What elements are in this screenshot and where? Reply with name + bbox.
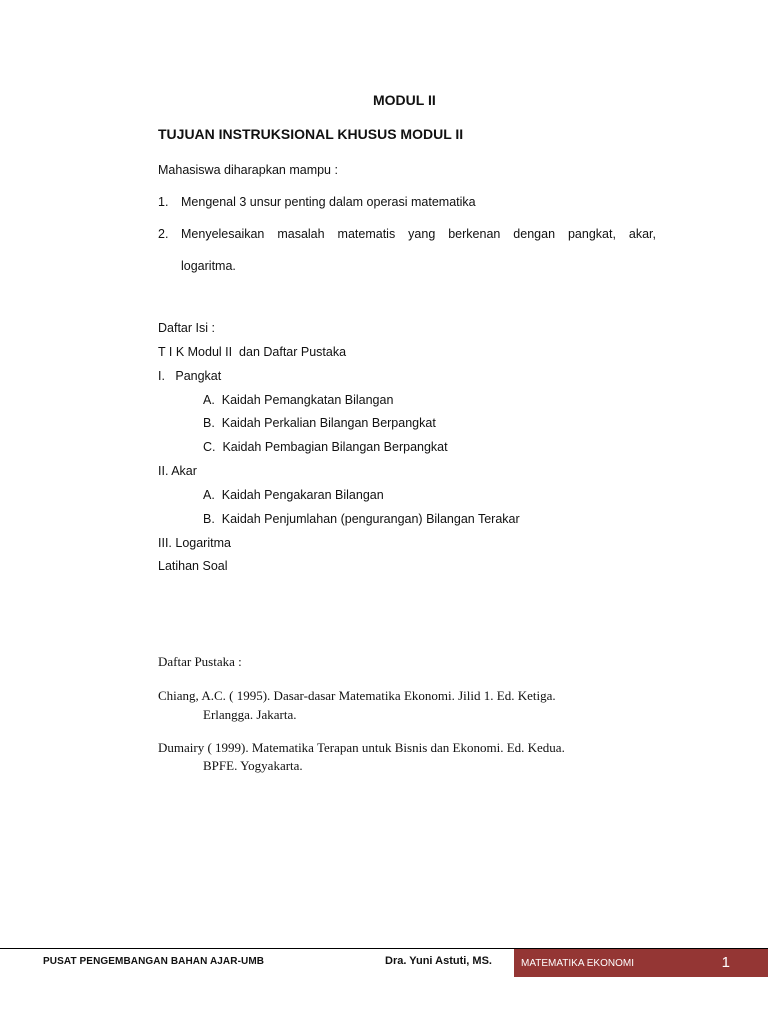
objective-text-2-line1: Menyelesaikan masalah matematis yang berkenan dengan pangkat, akar, xyxy=(181,227,656,241)
toc-item: C. Kaidah Pembagian Bilangan Berpangkat xyxy=(203,440,448,454)
footer-institution: PUSAT PENGEMBANGAN BAHAN AJAR-UMB xyxy=(43,956,265,967)
objective-number: 1. xyxy=(158,195,169,209)
reference-entry-line: Dumairy ( 1999). Matematika Terapan untuk Bisnis dan Ekonomi. Ed. Kedua. xyxy=(158,740,565,755)
toc-tik: T I K Modul II dan Daftar Pustaka xyxy=(158,345,347,359)
toc-section-pangkat: I. Pangkat xyxy=(158,369,222,383)
toc-item: A. Kaidah Pengakaran Bilangan xyxy=(203,488,384,502)
toc-section-logaritma: III. Logaritma xyxy=(158,536,231,550)
objective-text-2-line2: logaritma. xyxy=(181,259,236,273)
objective-text: Mengenal 3 unsur penting dalam operasi matematika xyxy=(181,195,476,209)
intro-text: Mahasiswa diharapkan mampu : xyxy=(158,163,338,177)
toc-exercises: Latihan Soal xyxy=(158,559,228,573)
footer-course-band xyxy=(514,949,768,977)
objective-number-2: 2. xyxy=(158,227,169,241)
footer-author: Dra. Yuni Astuti, MS. xyxy=(385,955,492,967)
page-title: MODUL II xyxy=(373,92,436,108)
reference-entry-line: BPFE. Yogyakarta. xyxy=(203,758,303,773)
reference-entry-line: Chiang, A.C. ( 1995). Dasar-dasar Matematika Ekonomi. Jilid 1. Ed. Ketiga. xyxy=(158,688,556,703)
reference-entry-line: Erlangga. Jakarta. xyxy=(203,707,297,722)
toc-heading: Daftar Isi : xyxy=(158,321,215,335)
toc-item: B. Kaidah Perkalian Bilangan Berpangkat xyxy=(203,416,436,430)
toc-item: B. Kaidah Penjumlahan (pengurangan) Bilangan Terakar xyxy=(203,512,520,526)
toc-section-akar: II. Akar xyxy=(158,464,197,478)
page-number: 1 xyxy=(721,954,730,971)
objective-item-1 xyxy=(158,195,476,209)
references-heading: Daftar Pustaka : xyxy=(158,654,242,669)
footer-course: MATEMATIKA EKONOMI xyxy=(521,958,634,969)
toc-item: A. Kaidah Pemangkatan Bilangan xyxy=(203,393,394,407)
section-heading: TUJUAN INSTRUKSIONAL KHUSUS MODUL II xyxy=(158,126,464,142)
